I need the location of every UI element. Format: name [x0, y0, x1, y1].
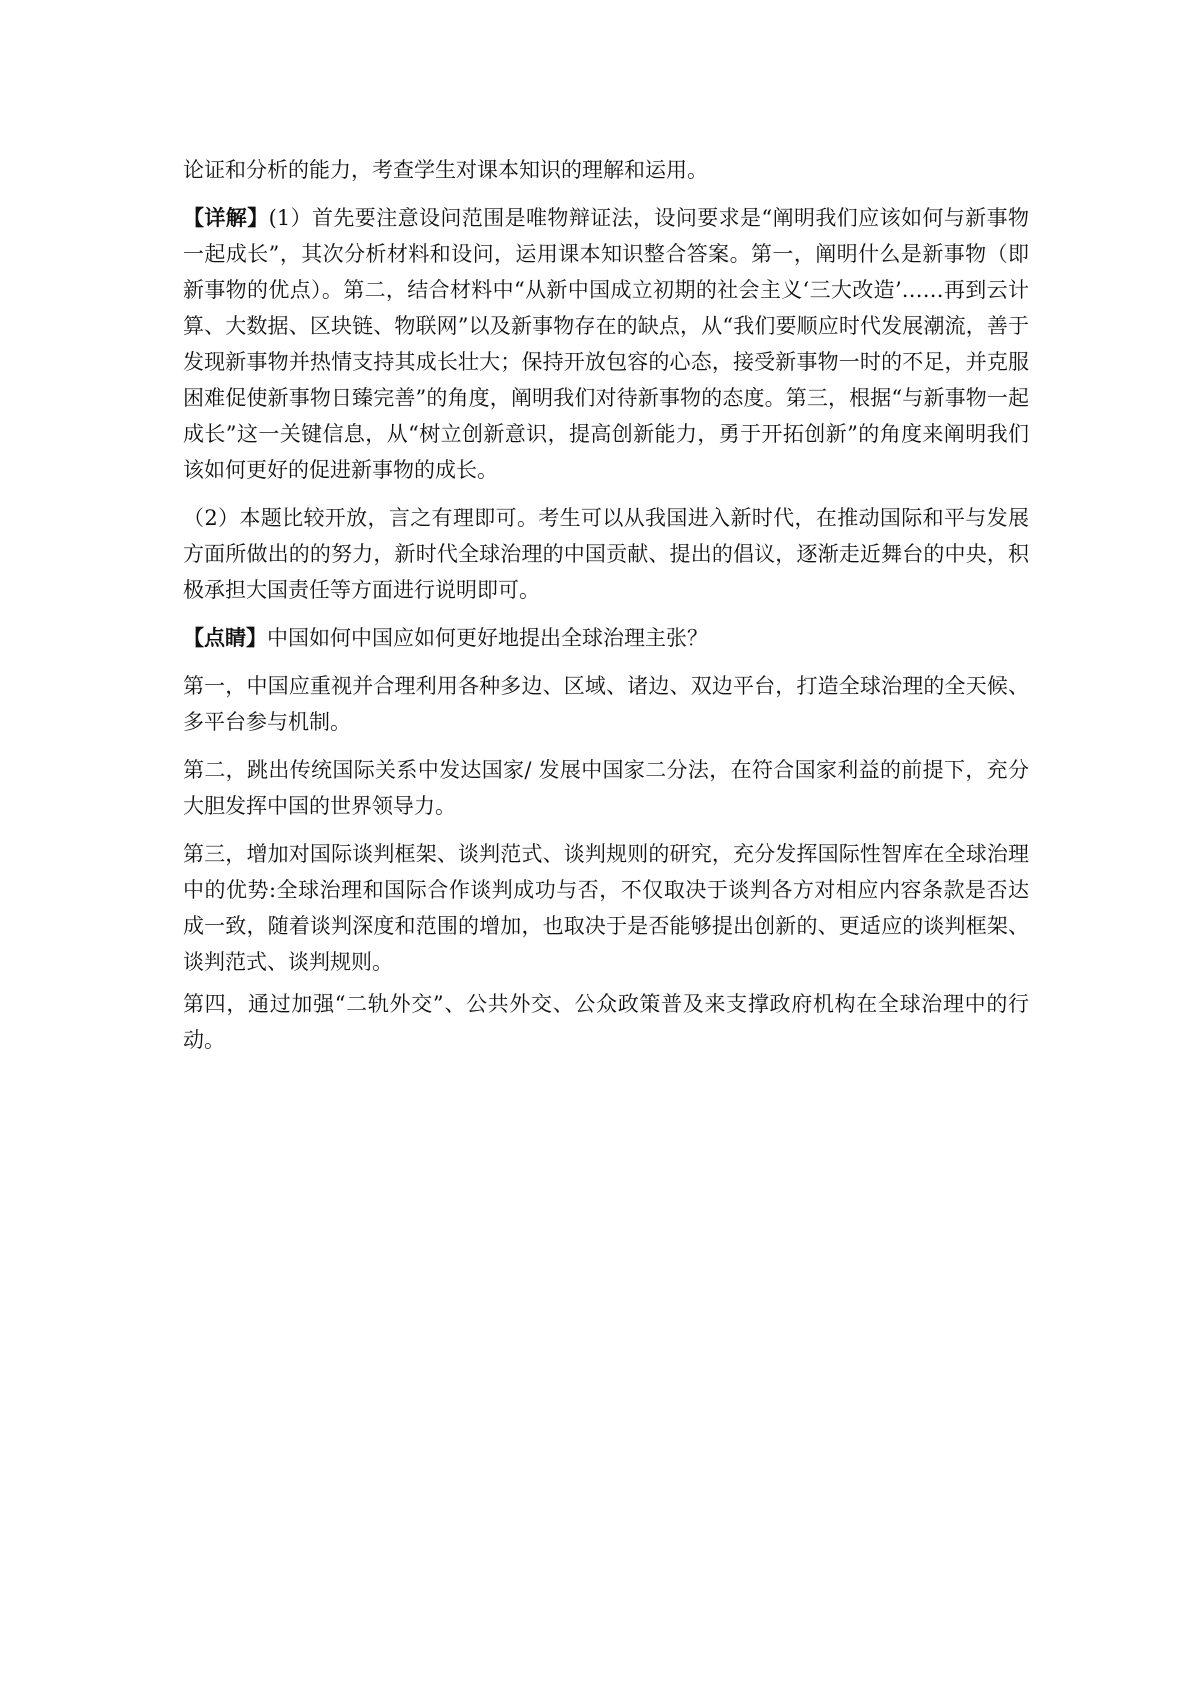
document-body	[183, 152, 1029, 1070]
paragraph-key-point	[183, 620, 1029, 656]
paragraph-point-3	[183, 836, 1029, 980]
paragraph-point-1	[183, 668, 1029, 740]
paragraph-text: （2）本题比较开放，言之有理即可。考生可以从我国进入新时代，在推动国际和平与发展方面所做出的的努力，新时代全球治理的中国贡献、提出的倡议，逐渐走近舞台的中央，积极承担大国责任等方面进行说明即可。	[183, 506, 1029, 602]
paragraph-text: 中国如何中国应如何更好地提出全球治理主张？	[267, 626, 708, 650]
paragraph-text: 第一，中国应重视并合理利用各种多边、区域、诸边、双边平台，打造全球治理的全天候、多平台参与机制。	[183, 674, 1029, 734]
paragraph-intro-continuation	[183, 152, 1029, 188]
paragraph-detailed-explanation	[183, 200, 1029, 488]
paragraph-point-2	[183, 752, 1029, 824]
paragraph-question-2	[183, 500, 1029, 608]
paragraph-text: 第三，增加对国际谈判框架、谈判范式、谈判规则的研究，充分发挥国际性智库在全球治理中的优势:全球治理和国际合作谈判成功与否，不仅取决于谈判各方对相应内容条款是否达成一致，随着谈判深度和范围的增加，也取决于是否能够提出创新的、更适应的谈判框架、谈判范式、谈判规则。	[183, 842, 1029, 974]
paragraph-text: (1）首先要注意设问范围是唯物辩证法，设问要求是“阐明我们应该如何与新事物一起成长”，其次分析材料和设问，运用课本知识整合答案。第一，阐明什么是新事物（即新事物的优点）。第二，结合材料中“从新中国成立初期的社会主义‘三大改造’……再到云计算、大数据、区块链、物联网”以及新事物存在的缺点，从“我们要顺应时代发展潮流，善于发现新事物并热情支持其成长壮大；保持开放包容的心态，接受新事物一时的不足，并克服困难促使新事物日臻完善”的角度，阐明我们对待新事物的态度。第三，根据“与新事物一起成长”这一关键信息，从“树立创新意识，提高创新能力，勇于开拓创新”的角度来阐明我们该如何更好的促进新事物的成长。	[183, 206, 1030, 482]
paragraph-text: 第四，通过加强“二轨外交”、公共外交、公众政策普及来支撑政府机构在全球治理中的行动。	[183, 992, 1029, 1052]
paragraph-point-4	[183, 986, 1029, 1058]
section-tag-key-point: 【点睛】	[183, 625, 267, 650]
paragraph-text: 论证和分析的能力，考查学生对课本知识的理解和运用。	[183, 158, 708, 182]
paragraph-text: 第二，跳出传统国际关系中发达国家/ 发展中国家二分法，在符合国家利益的前提下，充分大胆发挥中国的世界领导力。	[183, 758, 1029, 818]
section-tag-detail: 【详解】	[183, 205, 269, 230]
